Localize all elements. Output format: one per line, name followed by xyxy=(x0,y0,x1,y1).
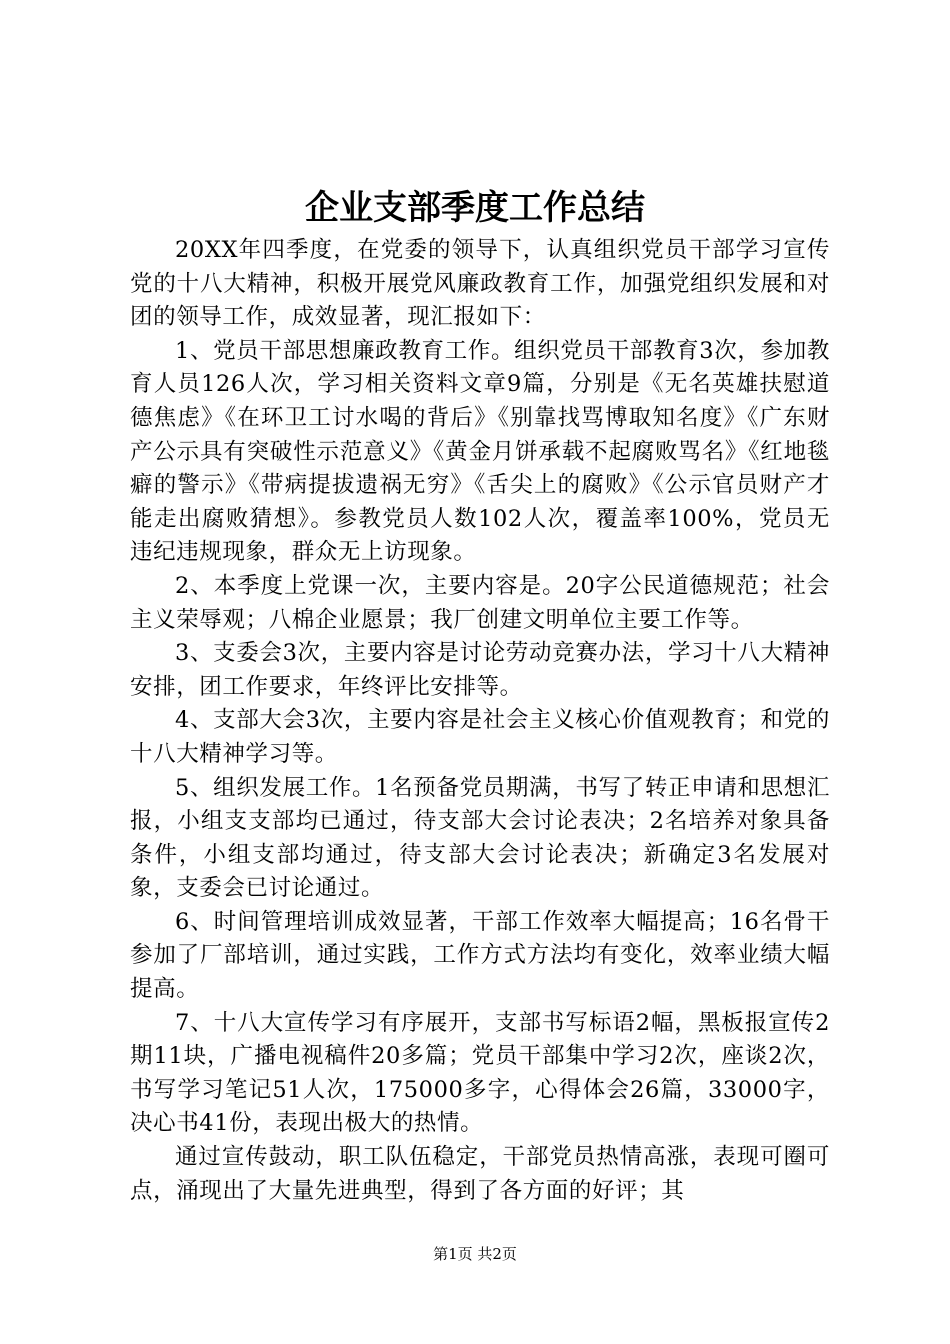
paragraph-conclusion: 通过宣传鼓动，职工队伍稳定，干部党员热情高涨，表现可圈可点，涌现出了大量先进典型，得到了各方面的好评；其 xyxy=(130,1144,830,1204)
page-number: 第1页 共2页 xyxy=(433,1245,517,1263)
paragraph-item-1: 1、党员干部思想廉政教育工作。组织党员干部教育3次，参加教育人员126人次，学习相关资料文章9篇，分别是《无名英雄扶慰道德焦虑》《在环卫工讨水喝的背后》《别靠找骂博取知名度》《广东财产公示具有突破性示范意义》《黄金月饼承载不起腐败骂名》《红地毯癖的警示》《带病提拔遗祸无穷》《舌尖上的腐败》《公示官员财产才能走出腐败猜想》。参教党员人数102人次，覆盖率100%，党员无违纪违规现象，群众无上访现象。 xyxy=(130,337,830,566)
paragraph-item-7: 7、十八大宣传学习有序展开，支部书写标语2幅，黑板报宣传2期11块，广播电视稿件20多篇；党员干部集中学习2次，座谈2次，书写学习笔记51人次，175000多字，心得体会26篇，33000字，决心书41份，表现出极大的热情。 xyxy=(130,1009,830,1137)
paragraph-item-3: 3、支委会3次，主要内容是讨论劳动竞赛办法，学习十八大精神安排，团工作要求，年终评比安排等。 xyxy=(130,640,830,700)
paragraph-item-2: 2、本季度上党课一次，主要内容是。20字公民道德规范；社会主义荣辱观；八棉企业愿景；我厂创建文明单位主要工作等。 xyxy=(130,572,830,633)
page-footer xyxy=(0,1244,950,1264)
document-title: 企业支部季度工作总结 xyxy=(305,188,645,228)
paragraph-intro: 20XX年四季度，在党委的领导下，认真组织党员干部学习宣传党的十八大精神，积极开展党风廉政教育工作，加强党组织发展和对团的领导工作，成效显著，现汇报如下： xyxy=(130,237,830,331)
paragraph-item-6: 6、时间管理培训成效显著，干部工作效率大幅提高；16名骨干参加了厂部培训，通过实践，工作方式方法均有变化，效率业绩大幅提高。 xyxy=(130,908,830,1003)
document-body xyxy=(130,234,830,1208)
paragraph-item-5: 5、组织发展工作。1名预备党员期满，书写了转正申请和思想汇报，小组支支部均已通过，待支部大会讨论表决；2名培养对象具备条件，小组支部均通过，待支部大会讨论表决；新确定3名发展对象，支委会已讨论通过。 xyxy=(130,774,830,902)
paragraph-item-4: 4、支部大会3次，主要内容是社会主义核心价值观教育；和党的十八大精神学习等。 xyxy=(130,707,830,767)
